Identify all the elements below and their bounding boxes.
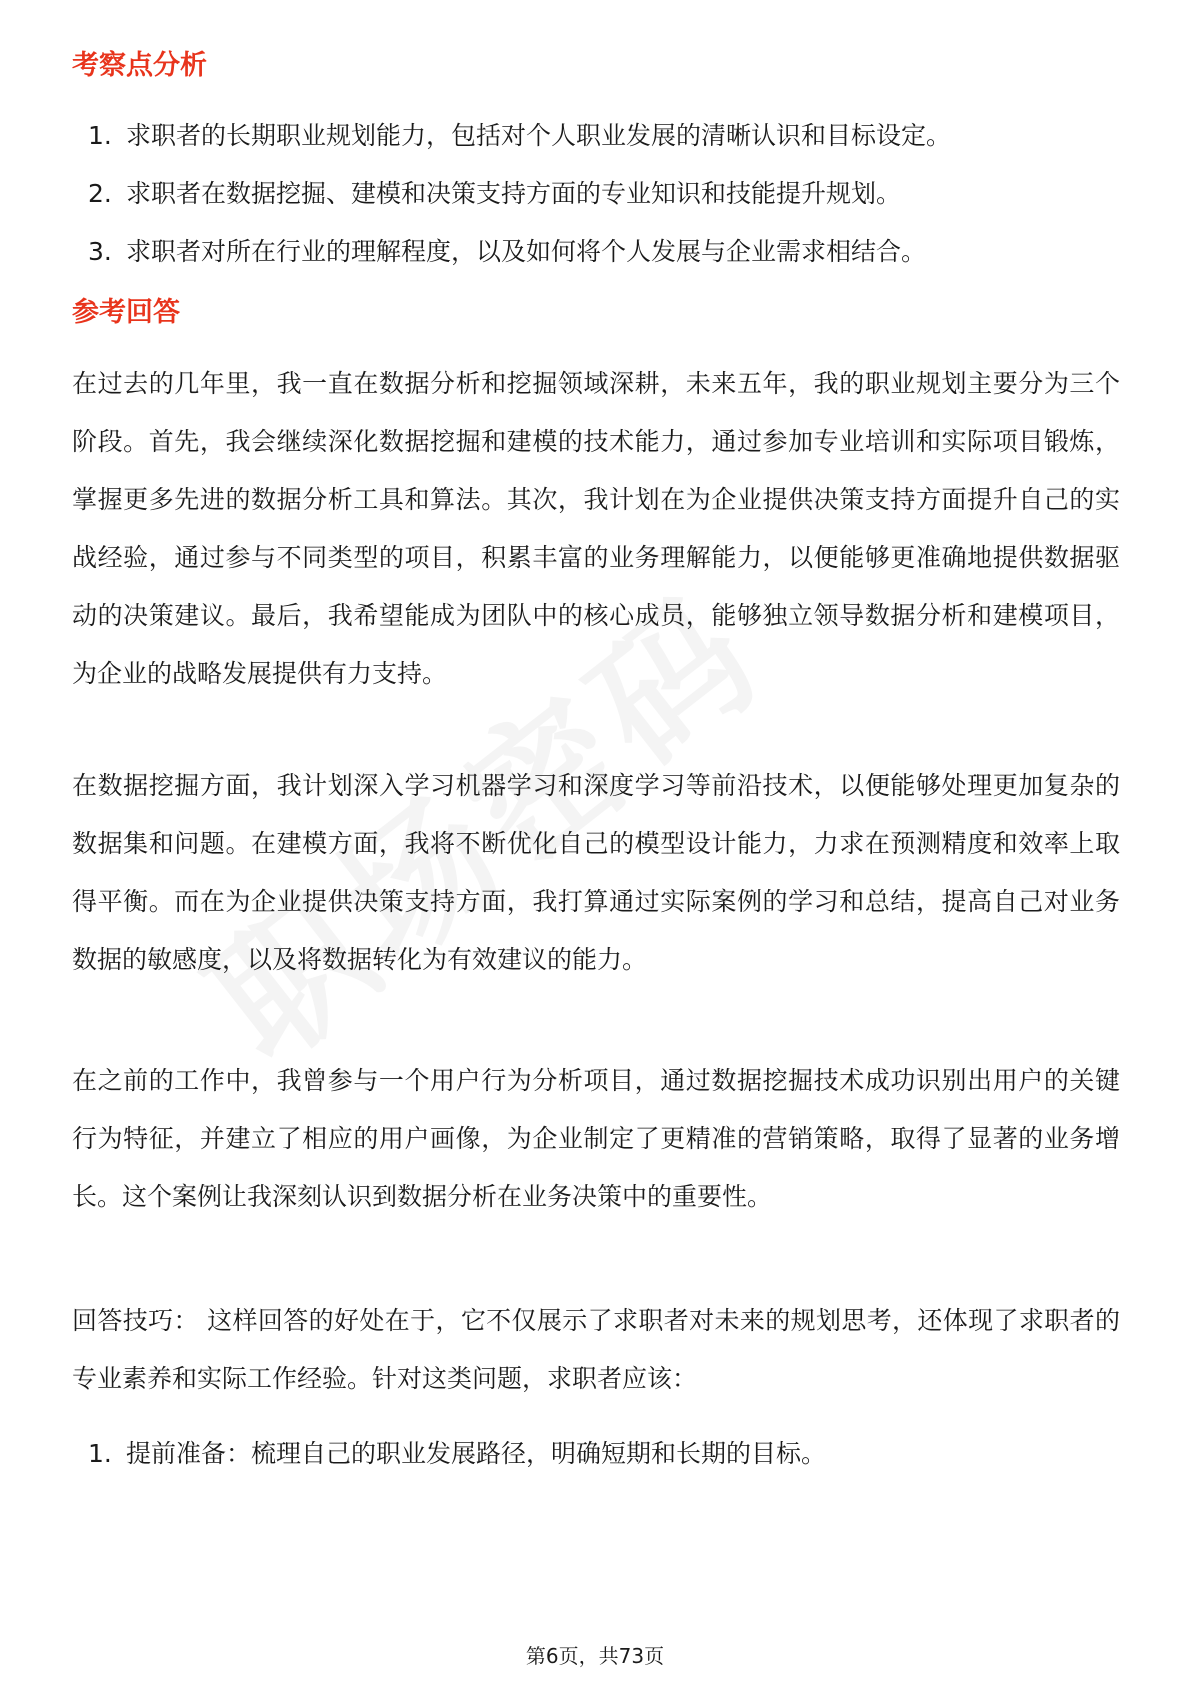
answer-heading: 参考回答 <box>72 297 180 328</box>
list-item <box>72 1434 1132 1492</box>
list-number: 1. <box>88 1439 112 1468</box>
list-number: 1. <box>88 121 112 150</box>
analysis-list <box>72 116 1132 290</box>
list-text: 求职者在数据挖掘、建模和决策支持方面的专业知识和技能提升规划。 <box>126 179 902 208</box>
tips-list <box>72 1434 1132 1492</box>
list-text: 提前准备：梳理自己的职业发展路径，明确短期和长期的目标。 <box>126 1439 827 1468</box>
list-text: 求职者的长期职业规划能力，包括对个人职业发展的清晰认识和目标设定。 <box>126 121 952 150</box>
list-item <box>72 116 1132 174</box>
answer-tips-paragraph: 回答技巧： 这样回答的好处在于，它不仅展示了求职者对未来的规划思考，还体现了求职者的专业素养和实际工作经验。针对这类问题，求职者应该： <box>72 1306 1120 1393</box>
list-item <box>72 232 1132 290</box>
analysis-heading: 考察点分析 <box>72 50 207 81</box>
page-footer: 第6页，共73页 <box>525 1644 665 1668</box>
list-number: 2. <box>88 179 112 208</box>
answer-paragraph: 在之前的工作中，我曾参与一个用户行为分析项目，通过数据挖掘技术成功识别出用户的关键行为特征，并建立了相应的用户画像，为企业制定了更精准的营销策略，取得了显著的业务增长。这个案例让我深刻认识到数据分析在业务决策中的重要性。 <box>72 1066 1120 1211</box>
list-number: 3. <box>88 237 112 266</box>
answer-paragraph: 在数据挖掘方面，我计划深入学习机器学习和深度学习等前沿技术，以便能够处理更加复杂的数据集和问题。在建模方面，我将不断优化自己的模型设计能力，力求在预测精度和效率上取得平衡。而在为企业提供决策支持方面，我打算通过实际案例的学习和总结，提高自己对业务数据的敏感度，以及将数据转化为有效建议的能力。 <box>72 771 1120 974</box>
list-item <box>72 174 1132 232</box>
answer-paragraph: 在过去的几年里，我一直在数据分析和挖掘领域深耕，未来五年，我的职业规划主要分为三个阶段。首先，我会继续深化数据挖掘和建模的技术能力，通过参加专业培训和实际项目锻炼，掌握更多先进的数据分析工具和算法。其次，我计划在为企业提供决策支持方面提升自己的实战经验，通过参与不同类型的项目，积累丰富的业务理解能力，以便能够更准确地提供数据驱动的决策建议。最后，我希望能成为团队中的核心成员，能够独立领导数据分析和建模项目，为企业的战略发展提供有力支持。 <box>72 369 1120 688</box>
list-text: 求职者对所在行业的理解程度，以及如何将个人发展与企业需求相结合。 <box>126 237 927 266</box>
